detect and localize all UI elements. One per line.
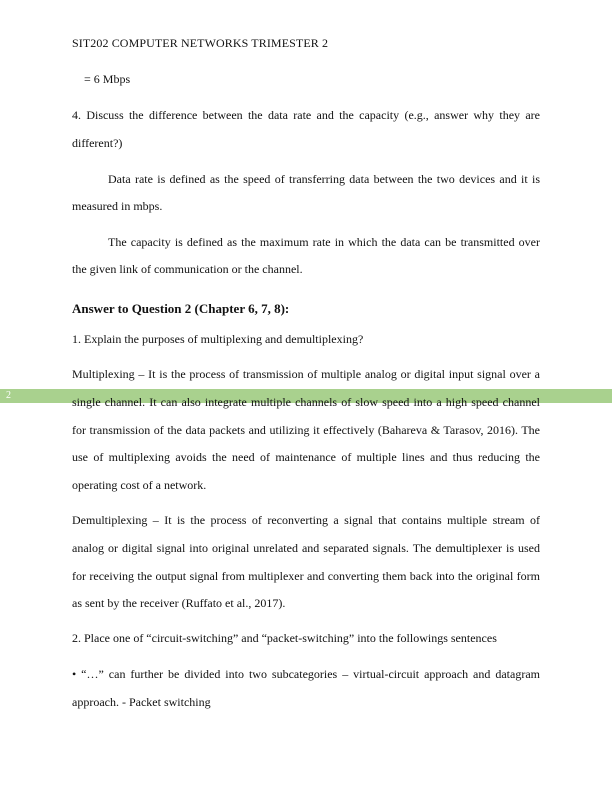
multiplexing-paragraph-line-2: single channel. It can also integrate multiple channels of slow speed into a high speed channel [72, 395, 540, 409]
capacity-paragraph: The capacity is defined as the maximum rate in which the data can be transmitted over [108, 235, 540, 249]
demultiplexing-paragraph-line-4: as sent by the receiver (Ruffato et al., 2017). [72, 596, 286, 610]
demultiplexing-paragraph-line-2: analog or digital signal into original unrelated and separated signals. The demultiplexer is used [72, 541, 540, 555]
question-4-text-cont: different?) [72, 136, 123, 150]
multiplexing-paragraph-line-3: for transmission of the data packets and utilizing it effectively (Bahareva & Tarasov, 2016). The [72, 423, 540, 437]
bullet-item-cont: approach. - Packet switching [72, 695, 211, 709]
demultiplexing-paragraph: Demultiplexing – It is the process of reconverting a signal that contains multiple stream of [72, 513, 540, 527]
question-4-text: 4. Discuss the difference between the data rate and the capacity (e.g., answer why they are [72, 108, 540, 122]
data-rate-paragraph: Data rate is defined as the speed of transferring data between the two devices and it is [108, 172, 540, 186]
data-rate-paragraph-cont: measured in mbps. [72, 199, 163, 213]
running-header: SIT202 COMPUTER NETWORKS TRIMESTER 2 [72, 36, 329, 50]
result-line: = 6 Mbps [84, 72, 131, 86]
demultiplexing-paragraph-line-3: for receiving the output signal from multiplexer and converting them back into the original form [72, 569, 540, 583]
capacity-paragraph-cont: the given link of communication or the channel. [72, 262, 303, 276]
section-heading: Answer to Question 2 (Chapter 6, 7, 8): [72, 301, 290, 316]
multiplexing-paragraph-line-4: use of multiplexing avoids the need of maintenance of multiple lines and thus reducing the [72, 450, 540, 464]
multiplexing-paragraph-line-5: operating cost of a network. [72, 478, 207, 492]
question-1-text: 1. Explain the purposes of multiplexing and demultiplexing? [72, 332, 364, 346]
multiplexing-paragraph: Multiplexing – It is the process of transmission of multiple analog or digital input signal over a [72, 367, 540, 381]
bullet-item: • “…” can further be divided into two subcategories – virtual-circuit approach and datagram [72, 667, 540, 681]
question-2-text: 2. Place one of “circuit-switching” and “packet-switching” into the followings sentences [72, 631, 497, 645]
page-number: 2 [6, 390, 11, 401]
